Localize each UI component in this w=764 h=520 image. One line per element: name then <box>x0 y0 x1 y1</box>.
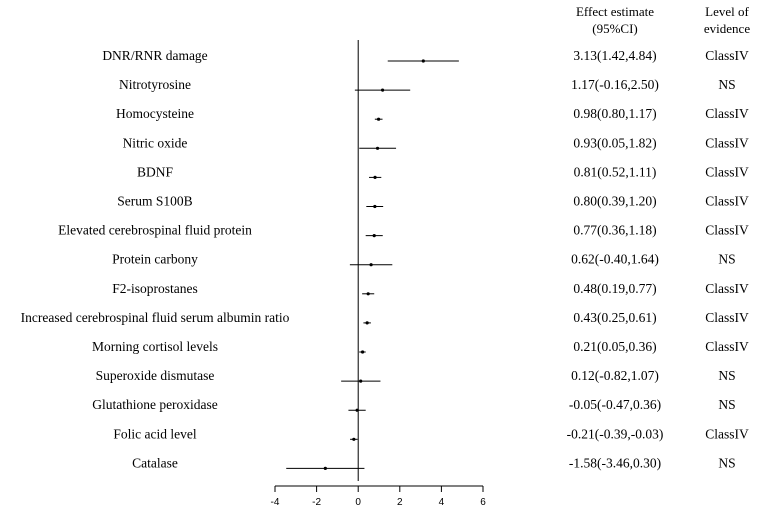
x-tick-label: -2 <box>312 497 322 508</box>
forest-row <box>123 135 749 150</box>
x-tick-label: 0 <box>355 497 361 508</box>
evidence-header-line1: Level of <box>705 4 749 19</box>
ci-text: -0.05(-0.47,0.36) <box>568 397 662 413</box>
evidence-text: ClassIV <box>705 135 749 151</box>
estimate-point <box>377 118 380 121</box>
forest-row <box>132 455 736 470</box>
ci-text: 0.21(0.05,0.36) <box>573 339 657 354</box>
ci-text: 0.81(0.52,1.11) <box>573 164 657 180</box>
row-label: Elevated cerebrospinal fluid protein <box>58 222 252 238</box>
x-tick-label: 2 <box>397 497 403 508</box>
evidence-text: ClassIV <box>705 309 749 325</box>
forest-row <box>119 77 736 92</box>
evidence-text: NS <box>718 77 736 93</box>
x-tick-label: 4 <box>438 497 445 508</box>
estimate-point <box>356 409 359 412</box>
estimate-point <box>373 234 376 237</box>
row-label: F2-isoprostanes <box>112 280 198 296</box>
x-tick-label: -4 <box>270 497 280 508</box>
forest-row <box>92 397 735 412</box>
evidence-text: ClassIV <box>705 164 749 180</box>
ci-text: 0.77(0.36,1.18) <box>573 222 657 238</box>
ci-text: 3.13(1.42,4.84) <box>573 48 657 63</box>
ci-text: 0.93(0.05,1.82) <box>573 135 657 151</box>
row-label: Nitrotyrosine <box>119 77 191 93</box>
ci-text: 0.98(0.80,1.17) <box>573 106 657 122</box>
estimate-point <box>422 59 425 62</box>
forest-row <box>117 194 749 209</box>
evidence-text: NS <box>718 251 736 267</box>
estimate-point <box>359 380 362 383</box>
row-label: Nitric oxide <box>122 135 188 151</box>
estimate-point <box>367 292 370 295</box>
row-label: Increased cerebrospinal fluid serum albumin ratio <box>20 309 290 325</box>
estimate-point <box>369 263 372 266</box>
estimate-point <box>373 176 376 179</box>
rows-layer <box>21 40 749 481</box>
estimate-point <box>324 467 327 470</box>
ci-text: 0.62(-0.40,1.64) <box>571 251 659 267</box>
forest-row <box>116 106 749 121</box>
ci-text: 0.48(0.19,0.77) <box>573 280 657 296</box>
evidence-text: ClassIV <box>705 426 749 442</box>
estimate-point <box>352 438 355 441</box>
row-label: Homocysteine <box>116 106 194 122</box>
forest-row <box>137 164 749 179</box>
row-label: Glutathione peroxidase <box>92 397 218 413</box>
estimate-point <box>381 89 384 92</box>
effect-header-line1: Effect estimate <box>575 4 655 19</box>
forest-row <box>112 281 749 296</box>
estimate-point <box>361 350 364 353</box>
row-label: Morning cortisol levels <box>92 339 218 354</box>
row-label: DNR/RNR damage <box>102 48 208 63</box>
row-label: Serum S100B <box>117 193 193 209</box>
forest-row <box>58 223 749 238</box>
forest-row <box>92 339 749 354</box>
estimate-point <box>366 321 369 324</box>
forest-row <box>112 252 736 267</box>
evidence-text: ClassIV <box>705 106 749 122</box>
ci-text: 0.80(0.39,1.20) <box>573 193 657 209</box>
forest-row <box>96 368 736 383</box>
row-label: Catalase <box>132 455 178 471</box>
evidence-text: NS <box>718 368 736 384</box>
row-label: Superoxide dismutase <box>95 368 215 384</box>
row-label: Protein carbony <box>112 251 198 267</box>
forest-row <box>113 426 749 441</box>
estimate-point <box>373 205 376 208</box>
evidence-text: NS <box>718 397 736 413</box>
forest-row <box>21 310 749 325</box>
ci-text: -1.58(-3.46,0.30) <box>568 455 662 471</box>
evidence-text: ClassIV <box>705 222 749 238</box>
forest-row <box>102 48 749 63</box>
ci-text: 0.43(0.25,0.61) <box>573 309 657 325</box>
row-label: Folic acid level <box>113 426 197 442</box>
evidence-text: ClassIV <box>705 48 749 63</box>
x-tick-label: 6 <box>480 497 486 508</box>
estimate-point <box>376 147 379 150</box>
evidence-text: ClassIV <box>705 280 749 296</box>
x-axis <box>271 486 487 508</box>
evidence-text: NS <box>718 455 736 471</box>
evidence-header-line2: evidence <box>703 21 751 36</box>
row-label: BDNF <box>136 164 174 180</box>
evidence-text: ClassIV <box>705 193 749 209</box>
ci-text: 1.17(-0.16,2.50) <box>571 77 659 93</box>
ci-text: -0.21(-0.39,-0.03) <box>566 426 664 442</box>
effect-header-line2: (95%CI) <box>592 21 638 36</box>
ci-text: 0.12(-0.82,1.07) <box>571 368 659 384</box>
evidence-text: ClassIV <box>705 339 749 354</box>
